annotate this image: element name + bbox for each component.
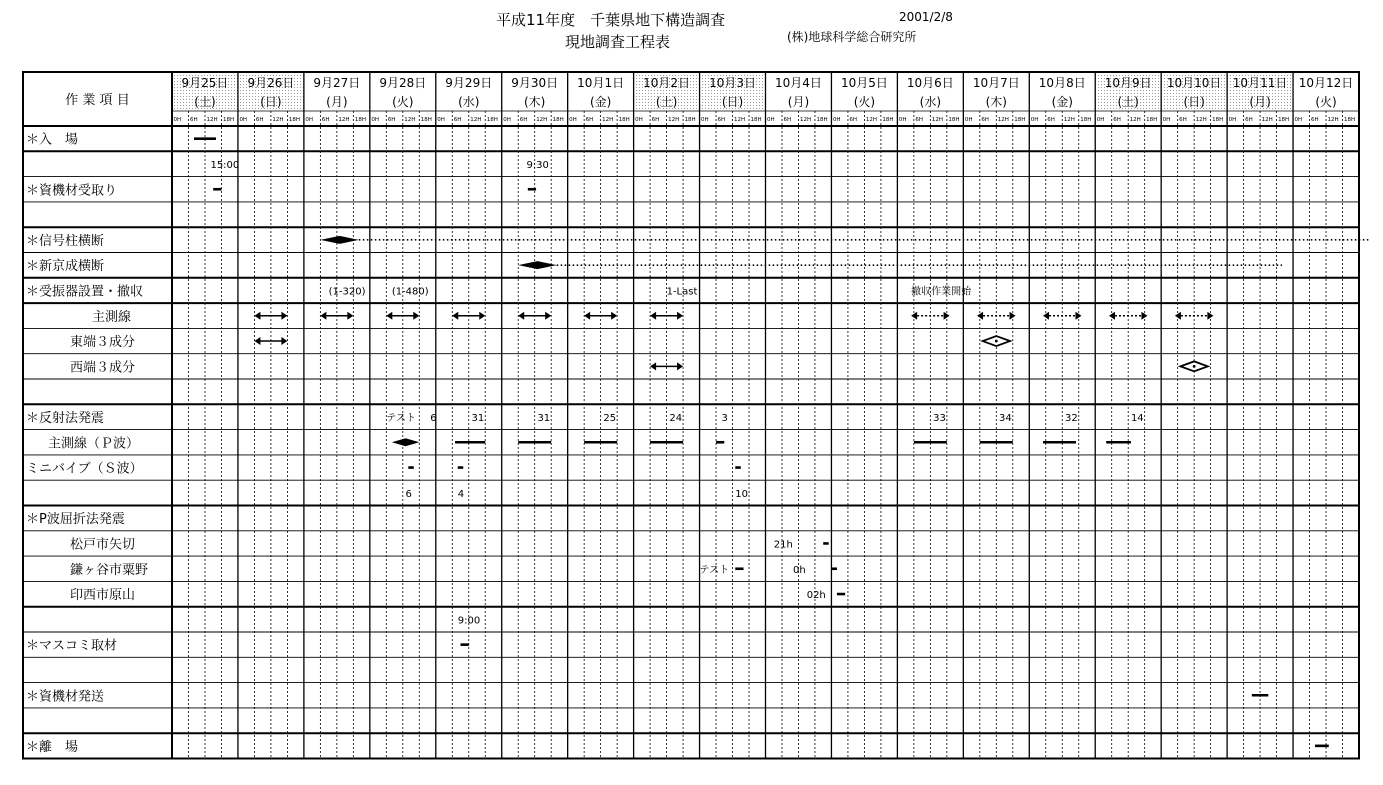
hour-tick-label: 12H [734,117,746,123]
hour-tick-label: 0H [635,117,643,123]
task-arrow-head-right [677,362,683,370]
hour-tick-label: 12H [338,117,350,123]
chart-annotation: テスト [386,412,416,424]
chart-annotation: 9:00 [457,615,481,627]
row-label: ミニバイブ（Ｓ波） [26,461,143,477]
hour-tick-label: 12H [602,117,614,123]
organization-name: (株)地球科学総合研究所 [787,30,917,44]
hour-tick-label: 6H [783,117,792,123]
hour-tick-label: 0H [767,117,775,123]
hour-tick-label: 18H [1080,117,1092,123]
task-diamond-center [1193,365,1196,368]
chart-annotation: 21h [773,539,793,551]
chart-annotation: 34 [999,412,1012,424]
day-date-label: 10月2日 [643,76,691,90]
chart-annotation: 1-Last [666,286,698,298]
chart-annotation: 6 [430,412,437,424]
task-diamond [392,438,419,446]
hour-tick-label: 18H [684,117,696,123]
task-arrow-head-left [386,312,392,320]
day-date-label: 9月25日 [181,76,229,90]
task-arrow-head-right [347,312,353,320]
hour-tick-label: 18H [882,117,894,123]
chart-annotation: 9:30 [526,159,549,171]
hour-tick-label: 18H [816,117,828,123]
row-label: 主測線 [92,309,132,325]
chart-annotation: 0h [792,564,806,576]
hour-tick-label: 6H [453,117,462,123]
task-arrow-head-right [281,337,287,345]
hour-tick-label: 6H [717,117,726,123]
hour-tick-label: 6H [915,117,924,123]
day-weekday-label: (土) [655,95,678,109]
day-date-label: 10月12日 [1298,76,1354,90]
hour-tick-label: 6H [1311,117,1319,123]
hour-tick-label: 12H [1195,117,1207,123]
day-weekday-label: (日) [721,95,744,109]
task-arrow-head-left [254,312,260,320]
day-date-label: 10月8日 [1038,76,1086,90]
chart-annotation: 02h [806,590,826,602]
hour-tick-label: 6H [585,117,594,123]
row-label: ＊資機材受取り [26,183,118,199]
task-arrow-head-left [518,312,524,320]
hour-tick-label: 0H [964,117,973,123]
day-weekday-label: (月) [787,95,810,109]
hour-tick-label: 18H [222,117,235,123]
hour-tick-label: 0H [437,117,445,123]
task-arrow-head-right [413,312,419,320]
day-weekday-label: (火) [392,95,414,109]
chart-annotation: (1-320) [328,286,366,298]
row-label: ＊反射法発震 [26,410,105,426]
chart-annotation: テスト [699,564,730,576]
hour-tick-label: 18H [288,117,301,123]
hour-tick-label: 6H [849,117,858,123]
hour-tick-label: 0H [1096,117,1105,123]
hour-tick-label: 0H [1228,117,1237,123]
chart-annotation: 4 [457,488,465,500]
task-diamond [320,236,358,244]
hour-tick-label: 0H [898,117,907,123]
hour-tick-label: 12H [470,117,482,123]
row-label: 主測線（Ｐ波） [48,436,140,452]
document-date: 2001/2/8 [899,10,953,24]
hour-tick-label: 0H [173,117,182,123]
day-date-label: 10月11日 [1232,76,1288,90]
task-arrow-head-left [650,312,656,320]
hour-tick-label: 12H [799,117,812,123]
chart-annotation: (1-480) [391,286,429,298]
task-arrow-head-right [281,312,287,320]
row-label: ＊新京成横断 [26,259,105,275]
row-label: ＊離 場 [26,739,79,755]
hour-tick-label: 18H [1212,117,1224,123]
day-date-label: 9月26日 [247,76,295,90]
day-weekday-label: (火) [853,95,876,109]
row-label: ＊資機材発送 [26,689,105,705]
day-weekday-label: (日) [1183,95,1205,109]
hour-tick-label: 0H [701,117,709,123]
hour-tick-label: 6H [1245,117,1253,123]
day-weekday-label: (月) [1249,95,1271,109]
day-date-label: 10月5日 [840,76,888,90]
day-date-label: 9月28日 [379,76,427,90]
hour-tick-label: 6H [255,117,264,123]
hour-tick-label: 12H [1129,117,1141,123]
day-date-label: 9月27日 [313,76,361,90]
day-date-label: 10月6日 [906,76,954,90]
day-date-label: 10月4日 [775,76,822,90]
hour-tick-label: 6H [189,117,198,123]
hour-tick-label: 0H [1030,117,1039,123]
day-weekday-label: (月) [326,95,348,109]
row-label-layer [26,133,148,755]
chart-annotation: 31 [471,412,485,424]
row-label: ＊P波屈折法発震 [26,512,125,528]
hour-tick-label: 0H [1294,117,1303,123]
task-diamond-center [995,340,998,343]
hour-tick-label: 6H [1179,117,1187,123]
hour-tick-label: 0H [569,117,577,123]
chart-annotation: 32 [1064,412,1078,424]
day-date-label: 10月9日 [1104,76,1152,90]
day-date-label: 9月29日 [445,76,493,90]
chart-annotation: 14 [1130,412,1144,424]
day-weekday-label: (水) [919,95,942,109]
chart-annotation: 撤収作業開始 [911,286,972,298]
hour-tick-label: 12H [668,117,680,123]
day-date-label: 10月3日 [709,76,756,90]
hour-tick-label: 6H [1047,117,1055,123]
task-arrow-head-left [320,312,326,320]
hour-tick-label: 18H [948,117,960,123]
chart-annotation: 3 [721,412,728,424]
task-arrow-head-left [254,337,260,345]
day-date-label: 10月10日 [1166,76,1222,90]
hour-tick-label: 12H [865,117,878,123]
row-label: 西端３成分 [70,360,136,376]
hour-tick-label: 18H [1146,117,1158,123]
hour-tick-label: 12H [1327,117,1339,123]
hour-tick-label: 0H [239,117,248,123]
hour-tick-label: 18H [420,117,432,123]
chart-annotation: 25 [603,412,617,424]
task-arrow-head-left [650,362,656,370]
hour-tick-label: 12H [997,117,1009,123]
hour-tick-label: 0H [371,117,379,123]
chart-annotation: 24 [669,412,683,424]
item-column-header: 作 業 項 目 [65,93,130,108]
row-label: 東端３成分 [70,335,136,351]
day-weekday-label: (金) [1051,95,1073,109]
day-weekday-label: (木) [985,95,1007,109]
day-weekday-label: (日) [260,95,282,109]
hour-tick-label: 6H [519,117,528,123]
hour-tick-label: 0H [1162,117,1171,123]
hour-tick-label: 12H [404,117,416,123]
task-arrow-head-right [545,312,551,320]
chart-annotation: 15:00 [210,159,240,171]
hour-tick-label: 12H [272,117,284,123]
hour-tick-label: 6H [321,117,330,123]
hour-tick-label: 0H [503,117,511,123]
hour-tick-label: 0H [305,117,314,123]
hour-tick-label: 6H [981,117,989,123]
hour-tick-label: 6H [651,117,660,123]
day-weekday-label: (火) [1315,95,1337,109]
day-date-label: 9月30日 [511,76,559,90]
hour-tick-label: 12H [536,117,548,123]
hour-tick-label: 0H [832,117,841,123]
hour-tick-label: 18H [1278,117,1290,123]
hour-tick-label: 18H [750,117,762,123]
hour-tick-label: 18H [1344,117,1356,123]
hour-tick-label: 18H [618,117,630,123]
task-arrow-head-left [584,312,590,320]
row-label: 鎌ヶ谷市粟野 [70,562,149,578]
day-date-label: 10月7日 [972,76,1020,90]
chart-annotation: 10 [735,488,749,500]
task-arrow-head-right [611,312,617,320]
task-arrow-head-right [677,312,683,320]
hour-tick-label: 12H [931,117,944,123]
chart-annotation: 33 [933,412,946,424]
hour-tick-label: 6H [1113,117,1121,123]
chart-annotation: 6 [405,488,412,500]
day-date-label: 10月1日 [577,76,625,90]
hour-tick-label: 18H [354,117,366,123]
hour-tick-label: 18H [1014,117,1026,123]
row-label: ＊マスコミ取材 [26,638,118,654]
chart-annotation: 31 [537,412,551,424]
task-arrow-head-left [452,312,458,320]
row-label: 松戸市矢切 [70,537,136,553]
task-arrow-head-right [479,312,485,320]
hour-tick-label: 12H [206,117,218,123]
hour-tick-label: 12H [1261,117,1273,123]
day-weekday-label: (木) [524,95,546,109]
page-subtitle: 現地調査工程表 [565,33,671,51]
hour-tick-label: 6H [387,117,396,123]
hour-tick-label: 12H [1063,117,1075,123]
day-weekday-label: (水) [458,95,480,109]
grid-layer [23,72,1359,759]
row-label: ＊信号柱横断 [26,233,105,249]
row-label: ＊受振器設置・撤収 [26,284,144,300]
row-label: 印西市原山 [70,588,136,604]
row-label: ＊入 場 [26,132,79,148]
day-weekday-label: (土) [1117,95,1139,109]
day-weekday-label: (金) [589,95,612,109]
table-frame [23,72,1359,759]
hour-tick-label: 18H [486,117,498,123]
day-weekday-label: (土) [194,95,216,109]
hour-tick-label: 18H [552,117,564,123]
page-title: 平成11年度 千葉県地下構造調査 [496,11,726,29]
